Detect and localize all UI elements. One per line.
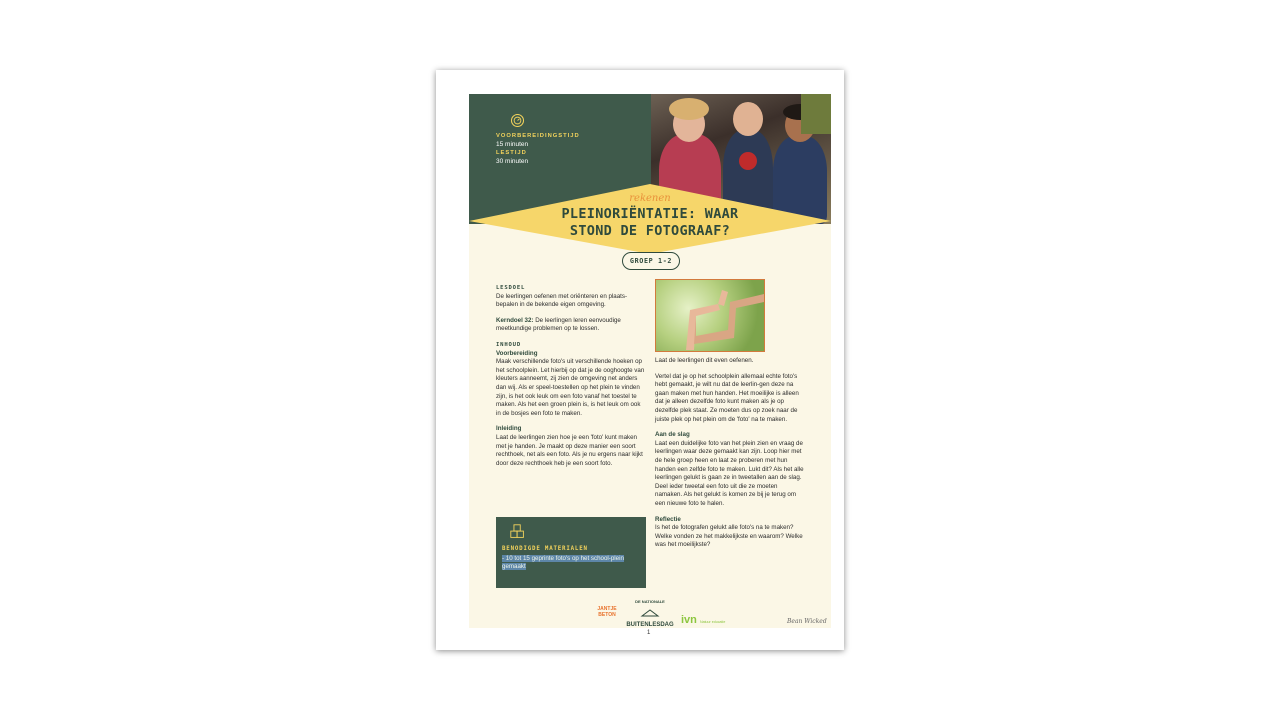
buitenlesdag-top: DE NATIONALE (635, 599, 665, 604)
title-line-1: PLEINORIËNTATIE: WAAR (561, 206, 739, 222)
right-column (655, 357, 805, 557)
inleiding-heading: Inleiding (496, 425, 522, 433)
kerndoel-text: De leerlingen leren eenvoudige meetkundige problemen op te lossen. (496, 316, 621, 333)
jantje-beton-logo (593, 606, 621, 618)
practice-text: Laat de leerlingen dit even oefenen. (655, 357, 754, 364)
kerndoel-label: Kerndoel 32: (496, 316, 534, 324)
clock-icon (510, 113, 525, 128)
time-info (496, 132, 580, 166)
buitenlesdag-text: BUITENLESDAG (626, 622, 674, 628)
explanation-text: Vertel dat je op het schoolplein allemaal echte foto's hebt gemaakt, je wilt nu dat de leerlin-gen deze na gaan maken met hun handen. Het moeilijke is alleen dat je alleen dezelfde foto kunt maken als je op dezelfde plek staat. Ze moeten dus op zoek naar de juiste plek op het plein om de 'foto' na te maken. (655, 372, 799, 423)
aandeslag-text: Laat een duidelijke foto van het plein zien en vraag de leerlingen waar deze gemaakt kan zijn. Loop hier met de hele groep heen en laat ze proberen met hun handen een zelfde foto te maken. Lukt dit? Als het alle leerlingen gelukt is gaan ze in tweetallen aan de slag. Deel ieder tweetal een foto uit die ze moeten namaken. Als het gelukt is komen ze bij je terug om een nieuwe foto te halen. (655, 439, 804, 507)
subject-label: rekenen (629, 193, 671, 204)
reflectie-text: Is het de fotografen gelukt alle foto's na te maken? Welke vonden ze het makkelijkste en waarom? Welke was het moeilijkste? (655, 524, 803, 549)
lesson-page (469, 94, 831, 628)
prep-time-value: 15 minuten (496, 140, 529, 148)
buitenlesdag-logo (625, 599, 675, 628)
inhoud-heading: INHOUD (496, 341, 522, 348)
reflectie-heading: Reflectie (655, 515, 681, 523)
aandeslag-heading: Aan de slag (655, 431, 690, 439)
materials-heading: BENODIGDE MATERIALEN (502, 546, 588, 552)
lesson-time-value: 30 minuten (496, 157, 529, 165)
materials-item-text: - 10 tot 15 geprinte foto's op het school-plein gemaakt (502, 555, 624, 571)
page-title (469, 206, 831, 240)
title-line-2: STOND DE FOTOGRAAF? (569, 223, 731, 239)
hands-frame-photo (655, 279, 765, 352)
lesson-time-label: LESTIJD (496, 150, 527, 156)
voorbereiding-text: Maak verschillende foto's uit verschillende hoeken op het schoolplein. Let hierbij op dat je de ooghoogte van kleuters aanneemt, zij zien de omgeving net anders dan wij. Als er speel-toestellen op het plein te vinden zijn, is het ook leuk om een foto vanaf het toestel te maken. Als het een groen plein is, is het leuk om ook in de bosjes een foto te maken. (496, 358, 645, 417)
buitenlesdag-emblem-icon (640, 609, 660, 617)
inleiding-text: Laat de leerlingen zien hoe je een 'foto' kunt maken met je handen. Je maakt op deze manier een soort rechthoek, net als een foto. Als je nu ergens naar kijkt door deze rechthoek heb je een soort foto. (496, 433, 643, 467)
materials-item (502, 555, 632, 572)
kerndoel-paragraph (496, 317, 646, 334)
materials-box (496, 517, 646, 588)
ivn-logo (681, 614, 725, 626)
ivn-subtext: Natuur educatie (699, 620, 726, 624)
boxes-icon (509, 523, 527, 541)
signature-logo (787, 618, 827, 625)
voorbereiding-heading: Voorbereiding (496, 349, 538, 357)
group-badge: GROEP 1-2 (622, 252, 680, 270)
ivn-text: ivn (681, 614, 697, 626)
jantje-beton-text: JANTJE BETON (597, 606, 617, 618)
lesdoel-text: De leerlingen oefenen met oriënteren en plaats-bepalen in de bekende eigen omgeving. (496, 292, 628, 309)
hands-illustration (656, 280, 764, 351)
prep-time-label: VOORBEREIDINGSTIJD (496, 133, 580, 139)
lesdoel-heading: LESDOEL (496, 285, 526, 291)
page-number: 1 (647, 630, 651, 636)
signature-text: Bean Wicked (787, 618, 827, 625)
left-column (496, 284, 646, 475)
